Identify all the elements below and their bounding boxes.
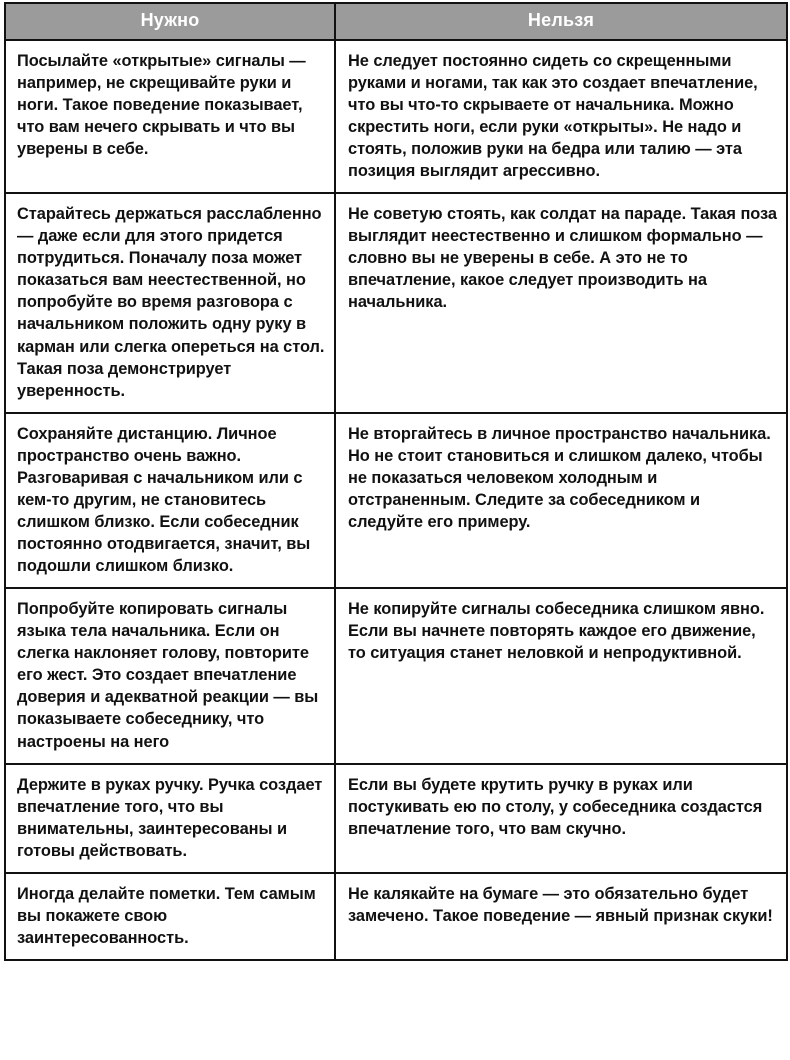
cell-dont xyxy=(335,413,787,588)
cell-do-text: Попробуйте копировать сигналы языка тела начальника. Если он слегка наклоняет голову, повторите его жест. Это создает впечатление доверия и адекватной реакции — вы показываете собеседнику, что настроены на него xyxy=(17,600,319,751)
column-header-dont: Нельзя xyxy=(335,3,787,40)
cell-dont xyxy=(335,193,787,413)
cell-do-text: Держите в руках ручку. Ручка создает впечатление того, что вы внимательны, заинтересованы и готовы действовать. xyxy=(17,775,323,860)
cell-do-text: Посылайте «открытые» сигналы — например, не скрещивайте руки и ноги. Такое поведение показывает, что вам нечего скрывать и что вы уверены в себе. xyxy=(17,51,306,159)
table-header-row xyxy=(5,3,787,40)
cell-dont-text: Не калякайте на бумаге — это обязательно будет замечено. Такое поведение — явный признак скуки! xyxy=(348,884,773,925)
cell-dont xyxy=(335,588,787,763)
table-row xyxy=(5,588,787,763)
cell-dont xyxy=(335,40,787,193)
cell-dont-text: Не следует постоянно сидеть со скрещенными руками и ногами, так как это создает впечатление, что вы что-то скрываете от начальника. Можно скрестить ноги, если руки «открыты». Не надо и стоять, положив руки на бедра или талию — эта позиция выглядит агрессивно. xyxy=(348,51,758,181)
cell-dont-text: Не вторгайтесь в личное пространство начальника. Но не стоит становиться и слишком далеко, чтобы не показаться человеком холодным и отстраненным. Следите за собеседником и следуйте его примеру. xyxy=(348,424,771,531)
table-row xyxy=(5,40,787,193)
cell-do xyxy=(5,588,335,763)
table-body xyxy=(5,40,787,960)
cell-do xyxy=(5,40,335,193)
cell-do-text: Сохраняйте дистанцию. Личное пространство очень важно. Разговаривая с начальником или с кем-то другим, не становитесь слишком близко. Если собеседник постоянно отодвигается, значит, вы подошли слишком близко. xyxy=(17,424,311,576)
table-row xyxy=(5,413,787,588)
cell-do-text: Старайтесь держаться расслабленно — даже если для этого придется потрудиться. Поначалу поза может показаться вам неестественной, но попробуйте во время разговора с начальником положить одну руку в карман или слегка опереться на стол. Такая поза демонстрирует уверенность. xyxy=(17,205,325,400)
column-header-do: Нужно xyxy=(5,3,335,40)
cell-dont-text: Не копируйте сигналы собеседника слишком явно. Если вы начнете повторять каждое его движение, то ситуация станет неловкой и непродуктивной. xyxy=(348,600,765,663)
table-row xyxy=(5,764,787,873)
table-row xyxy=(5,873,787,960)
table-header xyxy=(5,3,787,40)
cell-do xyxy=(5,193,335,413)
cell-do-text: Иногда делайте пометки. Тем самым вы покажете свою заинтересованность. xyxy=(17,884,316,947)
cell-dont xyxy=(335,764,787,873)
do-and-dont-table xyxy=(4,2,788,961)
cell-dont-text: Не советую стоять, как солдат на параде. Такая поза выглядит неестественно и слишком формально — словно вы не уверены в себе. А это не то впечатление, какое следует производить на начальника. xyxy=(348,205,777,312)
cell-dont-text: Если вы будете крутить ручку в руках или постукивать ею по столу, у собеседника создастся впечатление того, что вам скучно. xyxy=(348,775,763,838)
table-row xyxy=(5,193,787,413)
cell-do xyxy=(5,764,335,873)
cell-do xyxy=(5,873,335,960)
cell-do xyxy=(5,413,335,588)
cell-dont xyxy=(335,873,787,960)
